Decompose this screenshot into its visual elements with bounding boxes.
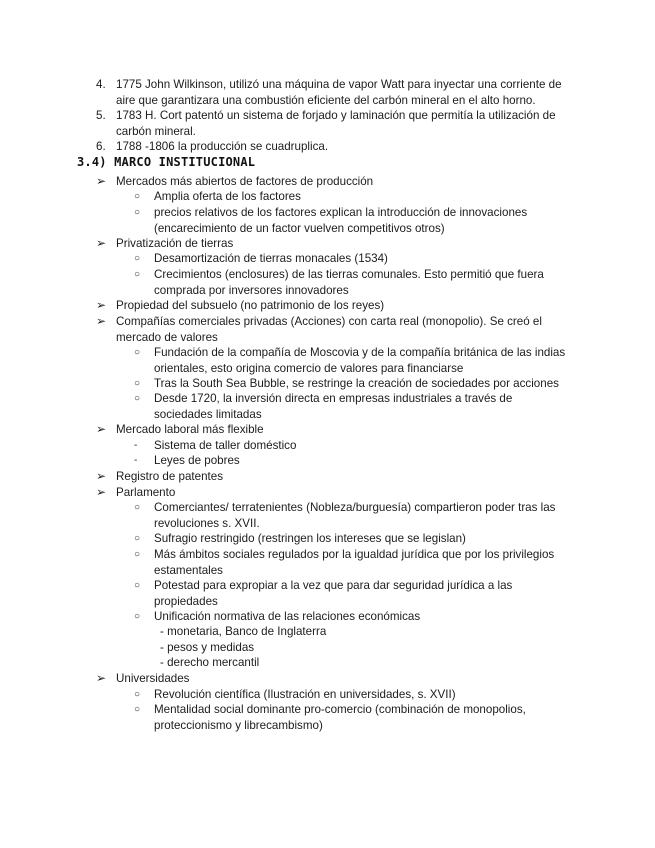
- arrow-bullet-icon: ➢: [96, 298, 107, 312]
- sub-dash-item: - monetaria, Banco de Inglaterra: [160, 625, 327, 638]
- circle-bullet-icon: ○: [134, 502, 141, 513]
- circle-bullet-icon: ○: [134, 704, 141, 715]
- sub-dash-item: - pesos y medidas: [160, 641, 255, 654]
- dash-bullet-icon: -: [134, 455, 138, 466]
- arrow-bullet-icon: ➢: [96, 422, 107, 436]
- arrow-bullet-icon: ➢: [96, 671, 107, 685]
- list-number: 4.: [96, 78, 106, 91]
- document-page: 4. 1775 John Wilkinson, utilizó una máquina de vapor Watt para inyectar una corriente de aire que garantizara una combustión eficiente del carbón mineral en el alto horno. 5. 1783 H. Cort patentó un sistema de forjado y laminación que permitía la utilización de carbón mineral. 6. 1788 -1806 la producción se cuadruplica. 3.4) MARCO INSTITUCIONAL ➢ Mercados más abiertos de factores de producción ○ Amplia oferta de los factores ○ precios relativos de los factores explican la introducción de innovaciones (encarecimiento de un factor vuelven competitivos otros) ➢ Privatización de tierras ○ Desamortización de tierras monacales (1534) ○ Crecimientos (enclosures) de las tierras comunales. Esto permitió que fuera comprada por inversores innovadores ➢ Propiedad del subsuelo (no patrimonio de los reyes) ➢ Compañías comerciales privadas (Acciones) con carta real (monopolio). Se creó el mercado de valores ○ Fundación de la compañía de Moscovia y de la compañía británica de las indias orientales, esto origina comercio de valores para financiarse ○ Tras la South Sea Bubble, se restringe la creación de sociedades por acciones ○ Desde 1720, la inversión directa en empresas industriales a través de sociedades limitadas ➢ Mercado laboral más flexible - Sistema de taller doméstico - Leyes de pobres ➢ Registro de patentes ➢ Parlamento ○ Comerciantes/ terratenientes (Nobleza/burguesía) compartieron poder tras las revoluciones s. XVII. ○ Sufragio restringido (restringen los intereses que se legislan) ○ Más ámbitos sociales regulados por la igualdad jurídica que por los privilegios estamentales ○ Potestad para expropiar a la vez que para dar seguridad jurídica a las propiedades ○ Unificación normativa de las relaciones económicas - monetaria, Banco de Inglaterra - pesos y medidas - derecho mercantil ➢ Universidades ○ Revolución científica (Ilustración en universidades, s. XVII) ○ Mentalidad social dominante pro-comercio (combinación de monopolios, proteccionismo y librecambismo): [0, 0, 655, 848]
- numbered-item-text: 1783 H. Cort patentó un sistema de forjado y laminación que permitía la utilización de carbón mineral.: [116, 109, 556, 138]
- arrow-bullet-icon: ➢: [96, 314, 107, 328]
- sub-dash-item: - derecho mercantil: [160, 656, 260, 669]
- list-number: 6.: [96, 140, 106, 153]
- circle-bullet-icon: ○: [134, 347, 141, 358]
- arrow-bullet-icon: ➢: [96, 236, 107, 250]
- numbered-item-text: 1775 John Wilkinson, utilizó una máquina de vapor Watt para inyectar una corriente de aire que garantizara una combustión eficiente del carbón mineral en el alto horno.: [116, 78, 562, 107]
- circle-bullet-icon: ○: [134, 533, 141, 544]
- circle-bullet-icon: ○: [134, 378, 141, 389]
- arrow-bullet-icon: ➢: [96, 469, 107, 483]
- circle-bullet-icon: ○: [134, 207, 141, 218]
- circle-bullet-icon: ○: [134, 580, 141, 591]
- numbered-item-text: 1788 -1806 la producción se cuadruplica.: [116, 140, 329, 153]
- circle-bullet-icon: ○: [134, 269, 141, 280]
- circle-bullet-icon: ○: [134, 689, 141, 700]
- arrow-bullet-icon: ➢: [96, 174, 107, 188]
- list-number: 5.: [96, 109, 106, 122]
- section-heading: 3.4) MARCO INSTITUCIONAL: [77, 155, 256, 169]
- circle-bullet-icon: ○: [134, 549, 141, 560]
- arrow-bullet-icon: ➢: [96, 485, 107, 499]
- circle-bullet-icon: ○: [134, 253, 141, 264]
- circle-bullet-icon: ○: [134, 393, 141, 404]
- dash-bullet-icon: -: [134, 440, 138, 451]
- circle-bullet-icon: ○: [134, 611, 141, 622]
- circle-bullet-icon: ○: [134, 191, 141, 202]
